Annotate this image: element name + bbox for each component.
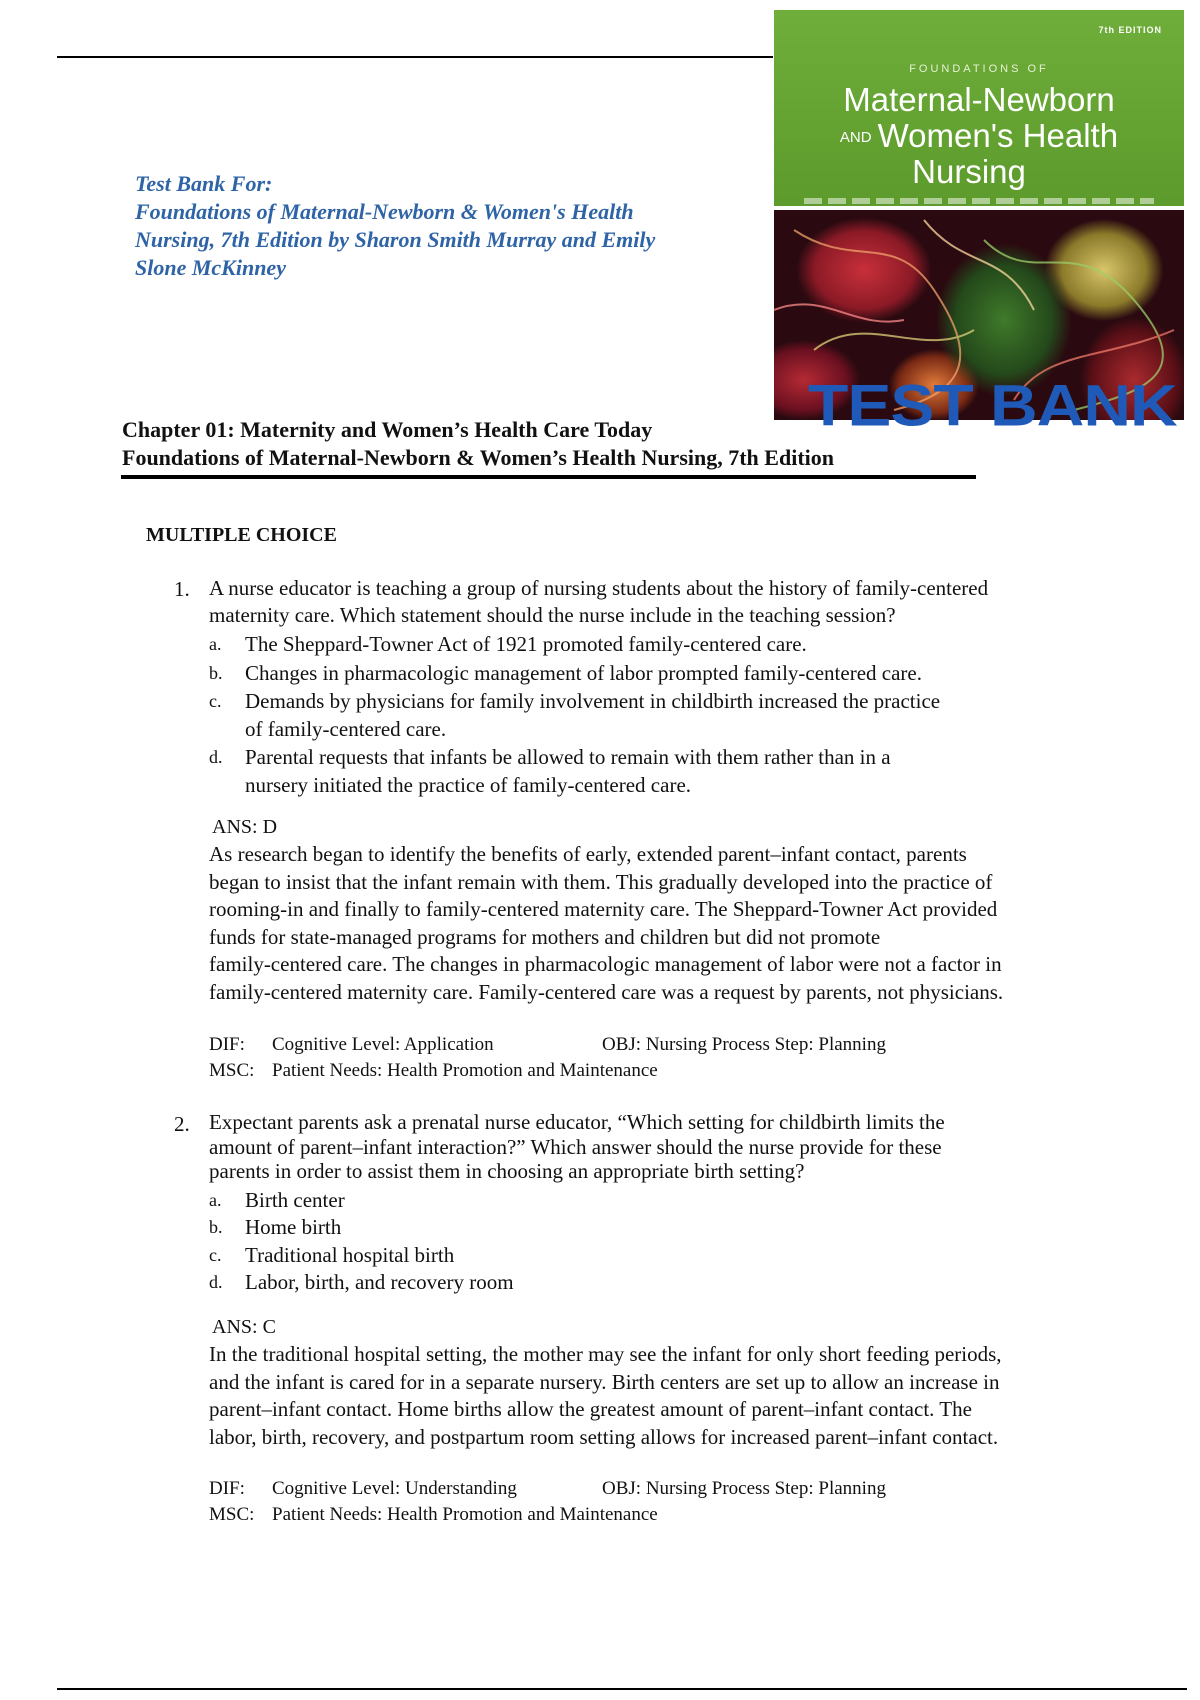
explanation-line: began to insist that the infant remain with them. This gradually developed into the practice of	[209, 869, 993, 894]
stem-line: parents in order to assist them in choosing an appropriate birth setting?	[209, 1159, 805, 1183]
stem-line: amount of parent–infant interaction?” Which answer should the nurse provide for these	[209, 1134, 942, 1159]
stem-line: maternity care. Which statement should the nurse include in the teaching session?	[209, 603, 896, 627]
option-text: Changes in pharmacologic management of labor prompted family-centered care.	[245, 661, 922, 685]
option-line: of family-centered care.	[245, 717, 447, 741]
option-text	[245, 687, 940, 743]
option-letter: d.	[209, 1272, 223, 1292]
book-subtitle: Foundations of Maternal-Newborn & Women’s Health Nursing, 7th Edition	[122, 445, 834, 470]
option-line: nursery initiated the practice of family-centered care.	[245, 773, 692, 797]
msc-label: MSC:	[209, 1060, 255, 1081]
explanation-line: In the traditional hospital setting, the mother may see the infant for only short feeding periods,	[209, 1342, 1002, 1366]
cover-foundations: FOUNDATIONS OF	[909, 63, 1049, 75]
option-letter: c.	[209, 1245, 222, 1265]
chapter-title: Chapter 01: Maternity and Women’s Health Care Today	[122, 417, 653, 442]
cover-title-line3: Nursing	[912, 153, 1026, 190]
cover-green-band	[774, 10, 1184, 206]
obj-value: OBJ: Nursing Process Step: Planning	[602, 1478, 886, 1499]
test-bank-badge: TEST BANK	[808, 372, 1177, 438]
explanation-line: rooming-in and finally to family-centered maternity care. The Sheppard-Towner Act provided	[209, 897, 998, 922]
option-line: Demands by physicians for family involvement in childbirth increased the practice	[245, 689, 941, 713]
answer-explanation	[209, 1341, 1169, 1451]
option-text: Home birth	[245, 1215, 342, 1239]
explanation-line: As research began to identify the benefits of early, extended parent–infant contact, parents	[209, 842, 967, 866]
book-cover-image	[774, 10, 1184, 420]
chapter-rule	[121, 475, 976, 479]
chapter-heading	[122, 416, 834, 472]
question-number: 1.	[174, 577, 190, 601]
dif-label: DIF:	[209, 1034, 245, 1055]
option-letter: d.	[209, 747, 223, 767]
option-letter: a.	[209, 1190, 222, 1210]
question-number: 2.	[174, 1112, 190, 1136]
title-line: Foundations of Maternal-Newborn & Women's Health	[135, 199, 634, 224]
test-bank-title	[135, 170, 735, 282]
dif-value: Cognitive Level: Application	[272, 1034, 494, 1055]
dif-label: DIF:	[209, 1478, 245, 1499]
answer-key: ANS: D	[212, 816, 278, 838]
cover-and: AND	[839, 129, 872, 147]
title-line: Test Bank For:	[135, 171, 273, 196]
option-text: Labor, birth, and recovery room	[245, 1270, 514, 1294]
explanation-line: family-centered maternity care. Family-centered care was a request by parents, not physicians.	[209, 979, 1004, 1004]
title-line: Slone McKinney	[135, 255, 286, 280]
answer-key: ANS: C	[212, 1316, 276, 1338]
question-stem	[209, 575, 1149, 629]
msc-value: Patient Needs: Health Promotion and Maintenance	[272, 1504, 658, 1525]
cover-title-line2	[774, 118, 1184, 156]
stem-line: A nurse educator is teaching a group of nursing students about the history of family-centered	[209, 576, 989, 600]
explanation-line: family-centered care. The changes in pharmacologic management of labor were not a factor in	[209, 952, 1002, 977]
obj-value: OBJ: Nursing Process Step: Planning	[602, 1034, 886, 1055]
answer-explanation	[209, 841, 1169, 1007]
explanation-line: parent–infant contact. Home births allow the greatest amount of parent–infant contact. The	[209, 1397, 972, 1422]
question-stem	[209, 1110, 1149, 1184]
msc-label: MSC:	[209, 1504, 255, 1525]
stem-line: Expectant parents ask a prenatal nurse educator, “Which setting for childbirth limits the	[209, 1110, 945, 1134]
option-line: Parental requests that infants be allowed to remain with them rather than in a	[245, 745, 891, 769]
option-letter: c.	[209, 691, 222, 711]
option-letter: b.	[209, 1217, 223, 1237]
cover-title-line2-text: Women's Health	[877, 117, 1119, 154]
explanation-line: funds for state-managed programs for mothers and children but did not promote	[209, 924, 881, 949]
option-text	[245, 743, 891, 799]
cover-title-line1: Maternal-Newborn	[843, 81, 1115, 118]
option-text: Traditional hospital birth	[245, 1243, 455, 1267]
cover-edition: 7th EDITION	[1098, 25, 1162, 35]
top-rule	[57, 56, 773, 58]
option-letter: a.	[209, 634, 222, 654]
cover-authors-strip	[804, 198, 1154, 204]
option-letter: b.	[209, 663, 223, 683]
explanation-line: labor, birth, recovery, and postpartum room setting allows for increased parent–infant contact.	[209, 1424, 999, 1449]
msc-value: Patient Needs: Health Promotion and Maintenance	[272, 1060, 658, 1081]
dif-value: Cognitive Level: Understanding	[272, 1478, 517, 1499]
bottom-rule	[57, 1688, 1187, 1690]
section-heading: MULTIPLE CHOICE	[146, 524, 337, 546]
option-text: The Sheppard-Towner Act of 1921 promoted family-centered care.	[245, 632, 807, 656]
explanation-line: and the infant is cared for in a separate nursery. Birth centers are set up to allow an increase in	[209, 1369, 1000, 1394]
title-line: Nursing, 7th Edition by Sharon Smith Murray and Emily	[135, 227, 656, 252]
option-text: Birth center	[245, 1188, 345, 1212]
